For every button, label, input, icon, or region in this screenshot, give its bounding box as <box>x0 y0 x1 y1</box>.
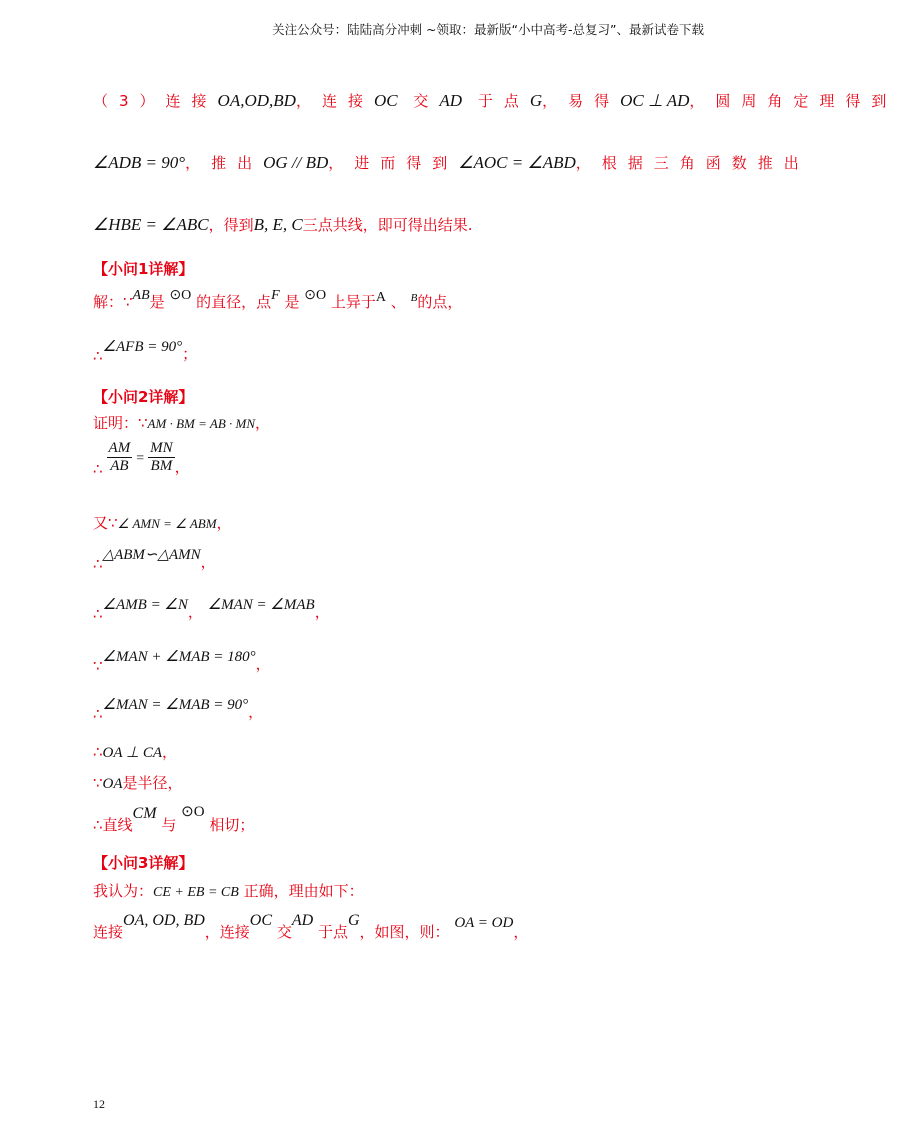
q2-line-6 <box>93 642 271 675</box>
text: ， <box>255 414 271 432</box>
q2-line-4 <box>93 540 216 573</box>
q3-heading: 【小问3详解】 <box>93 854 194 872</box>
text: ，易得 <box>542 92 621 110</box>
text: ， <box>174 458 190 476</box>
math: ∠AFB = 90° <box>102 339 183 355</box>
math: OC <box>373 91 398 110</box>
q3-line-1 <box>93 880 364 901</box>
page-header: 关注公众号：陆陆高分冲刺 ~领取：最新版“小中高考-总复习”、最新试卷下载 <box>272 22 704 37</box>
math: F <box>271 288 280 303</box>
text: ∵ <box>93 774 103 792</box>
math: ∠ADB = 90° <box>93 153 186 172</box>
math: ∠ AMN = ∠ ABM <box>117 516 217 531</box>
text: ，得到 <box>208 216 254 234</box>
math: CM <box>132 805 157 822</box>
text: 上异于 <box>330 293 376 311</box>
text: 连接 <box>93 923 124 941</box>
text: 证明：∵ <box>93 414 148 432</box>
text: ，进而得到 <box>328 154 459 172</box>
text: ，连接 <box>295 92 374 110</box>
text: ， <box>255 655 271 673</box>
text: ，如图，则： <box>359 923 450 941</box>
math: ∠HBE = ∠ABC <box>93 215 209 234</box>
math: AD <box>291 912 314 929</box>
math: AB <box>132 288 150 303</box>
text: ， <box>216 514 232 532</box>
q2-heading: 【小问2详解】 <box>93 388 194 406</box>
math: OA = OD <box>454 915 514 931</box>
math: ∠MAN = ∠MAB = 90° <box>102 697 249 713</box>
q2-line-10 <box>93 803 254 832</box>
text: ∴ <box>93 460 103 478</box>
q2-line-8 <box>93 741 177 762</box>
math: ∠MAN = ∠MAB <box>207 597 315 613</box>
q2-line-7 <box>93 690 264 723</box>
analysis-line-2 <box>93 152 810 173</box>
q1-heading: 【小问1详解】 <box>93 260 194 278</box>
math: AD <box>439 91 463 110</box>
text: ∵ <box>93 657 103 675</box>
math: ∠AOC = ∠ABD <box>458 153 576 172</box>
math: ⊙O <box>181 804 205 820</box>
text: 解：∵ <box>93 293 133 311</box>
math: OA <box>102 776 123 792</box>
text: 是 <box>284 293 300 311</box>
text: 三点共线，即可得出结果. <box>302 216 473 234</box>
equals-sign: = <box>136 451 145 466</box>
text: ； <box>182 345 198 363</box>
page-number: 12 <box>93 1097 105 1111</box>
text: 我认为： <box>93 882 154 900</box>
math: OC <box>249 912 273 929</box>
text: 相切； <box>209 816 255 834</box>
math: OA ⊥ CA <box>102 745 163 761</box>
q3-line-2 <box>93 910 528 939</box>
math: B, E, C <box>253 215 303 234</box>
text: ，推出 <box>185 154 264 172</box>
math: ∠AMB = ∠N <box>102 597 188 613</box>
text: ∴直线 <box>93 816 133 834</box>
q2-line-3 <box>93 512 232 533</box>
text: 正确，理由如下： <box>243 882 364 900</box>
text: ， <box>314 603 330 621</box>
denominator: AB <box>110 458 129 474</box>
fraction-am-ab <box>107 440 133 475</box>
q2-line-5 <box>93 590 330 623</box>
math: OC ⊥ AD <box>620 91 690 110</box>
q2-line-2 <box>93 440 190 478</box>
math: G <box>529 91 543 110</box>
math: ∠MAN + ∠MAB = 180° <box>102 649 256 665</box>
text: 是 <box>149 293 165 311</box>
denominator: BM <box>150 458 173 474</box>
math: ⊙O <box>169 288 192 303</box>
text: ∴ <box>93 347 103 365</box>
math: G <box>347 912 360 929</box>
text: ， <box>248 703 264 721</box>
text: 于点 <box>317 923 348 941</box>
text: 又∵ <box>93 514 118 532</box>
text: 交 <box>276 923 292 941</box>
math: OA, OD, BD <box>123 912 205 929</box>
numerator: AM <box>108 440 131 456</box>
text: 的点， <box>417 293 463 311</box>
text: 于点 <box>477 92 530 110</box>
text: ， <box>513 923 529 941</box>
text: 交 <box>413 92 440 110</box>
q2-line-9 <box>93 772 183 793</box>
text: ∴ <box>93 605 103 623</box>
analysis-line-3 <box>93 214 473 235</box>
text: ， <box>187 603 203 621</box>
numerator: MN <box>150 440 173 456</box>
fraction-mn-bm <box>148 440 175 475</box>
math: CE + EB = CB <box>153 885 239 900</box>
text: 与 <box>161 816 177 834</box>
q1-line-2 <box>93 332 198 365</box>
text: ∴ <box>93 705 103 723</box>
math: △ABM∽△AMN <box>102 547 201 563</box>
text: ，连接 <box>204 923 250 941</box>
analysis-line-1 <box>93 90 897 111</box>
text: ∴ <box>93 743 103 761</box>
text: ， <box>200 553 216 571</box>
text: ，根据三角函数推出 <box>575 154 810 172</box>
math: AM · BM = AB · MN <box>147 416 256 431</box>
text: ∴ <box>93 555 103 573</box>
math: ⊙O <box>304 288 327 303</box>
math: OG // BD <box>263 153 329 172</box>
q1-line-1 <box>93 288 462 318</box>
text: 是半径， <box>122 774 183 792</box>
text: ， <box>162 743 178 761</box>
text: ，圆周角定理得到 <box>689 92 897 110</box>
math: OA,OD,BD <box>217 91 296 110</box>
text: 的直径，点 <box>196 293 272 311</box>
text: 、 <box>390 293 406 311</box>
text: （3）连接 <box>93 92 218 110</box>
math: B <box>410 292 418 304</box>
math: A <box>375 290 386 305</box>
q2-line-1 <box>93 412 270 433</box>
